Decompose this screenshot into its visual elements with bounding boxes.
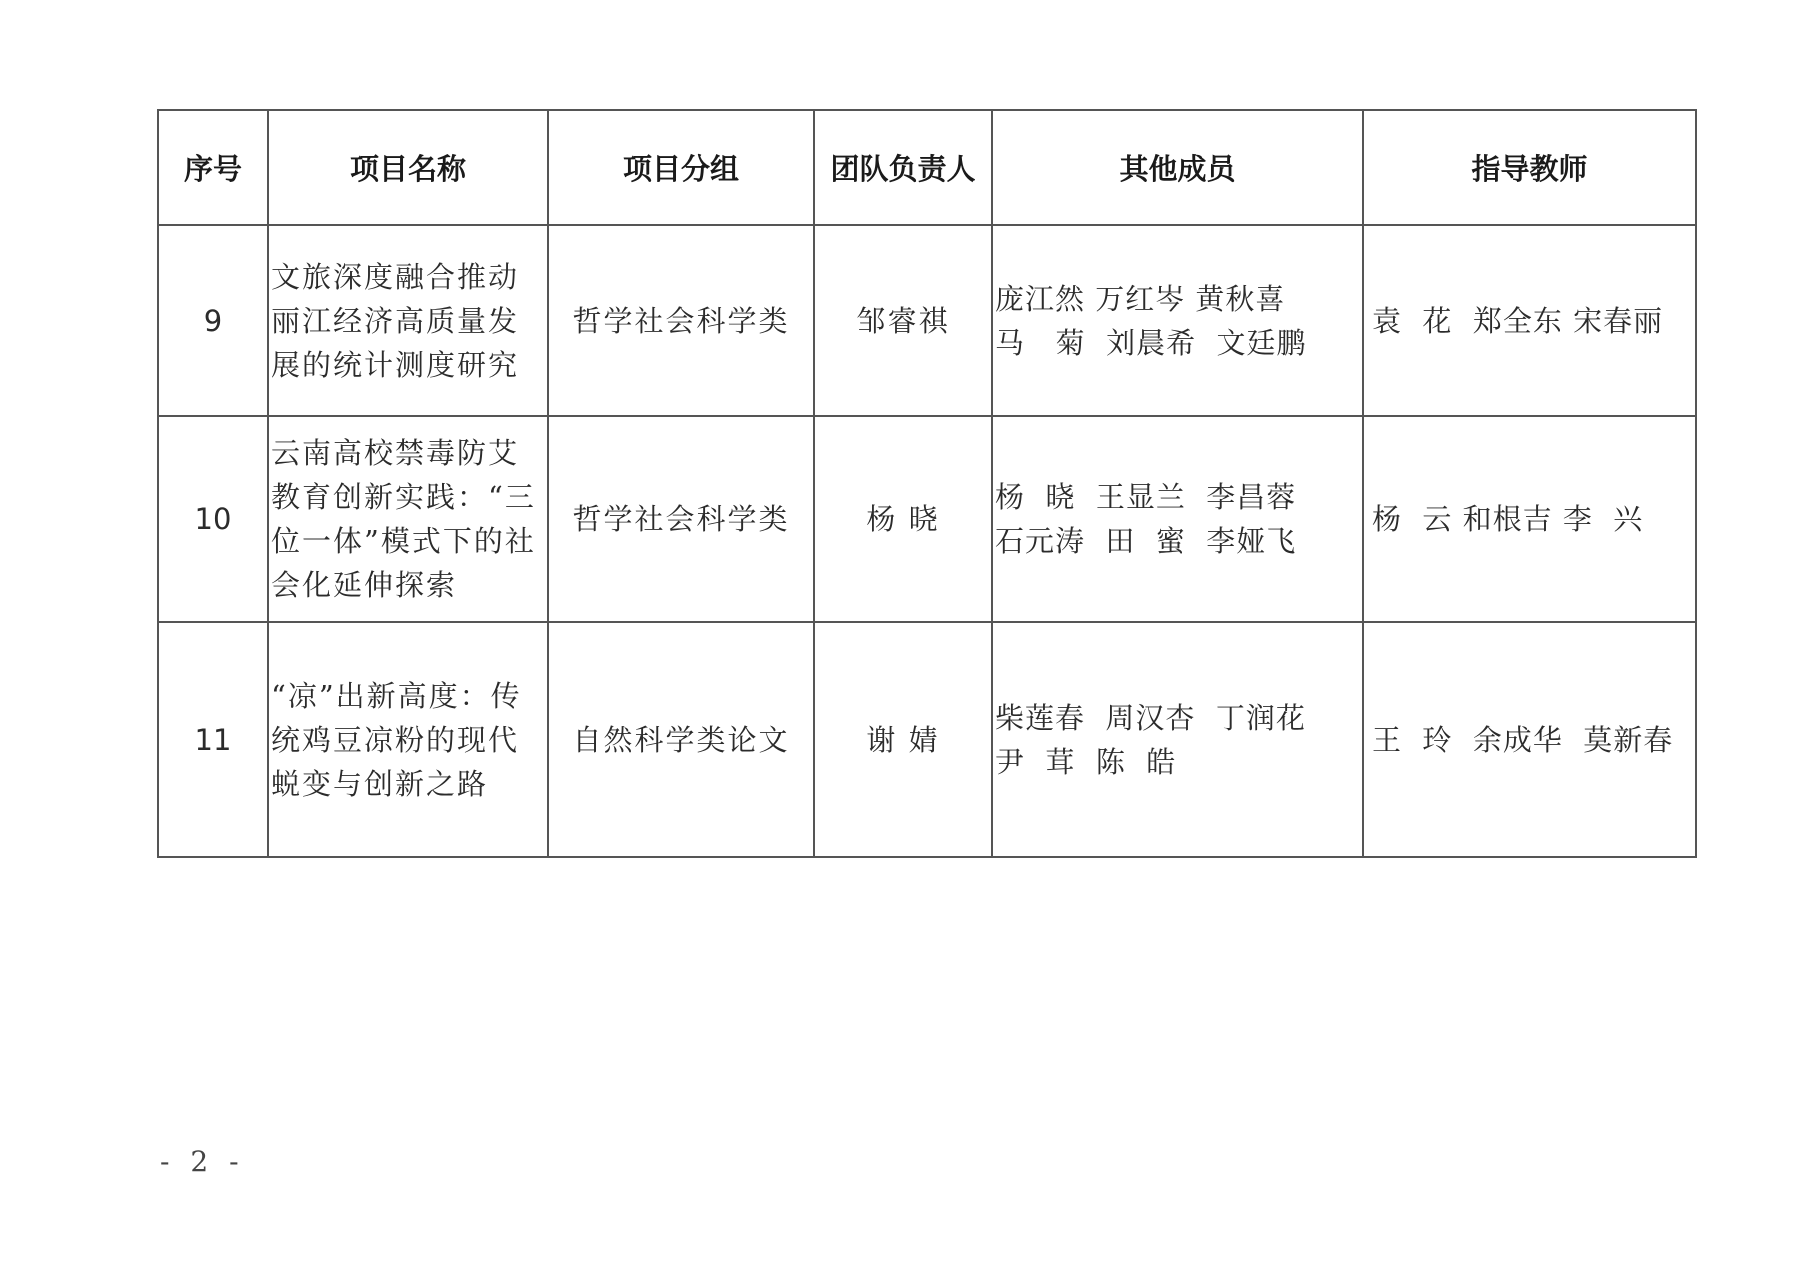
header-serial-number: 序号 [158,110,268,225]
row-serial-number: 9 [158,225,268,416]
header-team-leader: 团队负责人 [814,110,992,225]
row-team-leader: 邹睿祺 [814,225,992,416]
row-advisor: 杨 云 和根吉 李 兴 [1363,416,1696,622]
row-advisor: 王 玲 余成华 莫新春 [1363,622,1696,857]
row-project-name: 文旅深度融合推动丽江经济高质量发展的统计测度研究 [268,225,548,416]
row-team-leader: 杨 晓 [814,416,992,622]
row-project-group: 哲学社会科学类 [548,416,814,622]
row-serial-number: 11 [158,622,268,857]
row-project-group: 哲学社会科学类 [548,225,814,416]
table-header-row [158,110,1696,225]
header-project-name: 项目名称 [268,110,548,225]
row-project-name: 云南高校禁毒防艾教育创新实践：“三位一体”模式下的社会化延伸探索 [268,416,548,622]
header-advisor: 指导教师 [1363,110,1696,225]
row-advisor: 袁 花 郑全东 宋春丽 [1363,225,1696,416]
table-row [158,416,1696,622]
row-serial-number: 10 [158,416,268,622]
header-other-members: 其他成员 [992,110,1363,225]
table-row [158,622,1696,857]
row-other-members: 杨 晓 王显兰 李昌蓉 石元涛 田 蜜 李娅飞 [992,416,1363,622]
page-number: - 2 - [160,1145,245,1178]
row-other-members: 柴莲春 周汉杏 丁润花 尹 茸 陈 皓 [992,622,1363,857]
row-project-name: “凉”出新高度：传统鸡豆凉粉的现代蜕变与创新之路 [268,622,548,857]
row-team-leader: 谢 婧 [814,622,992,857]
header-project-group: 项目分组 [548,110,814,225]
row-other-members: 庞江然 万红岑 黄秋喜 马 菊 刘晨希 文廷鹏 [992,225,1363,416]
row-project-group: 自然科学类论文 [548,622,814,857]
table-row [158,225,1696,416]
project-table [157,109,1697,858]
